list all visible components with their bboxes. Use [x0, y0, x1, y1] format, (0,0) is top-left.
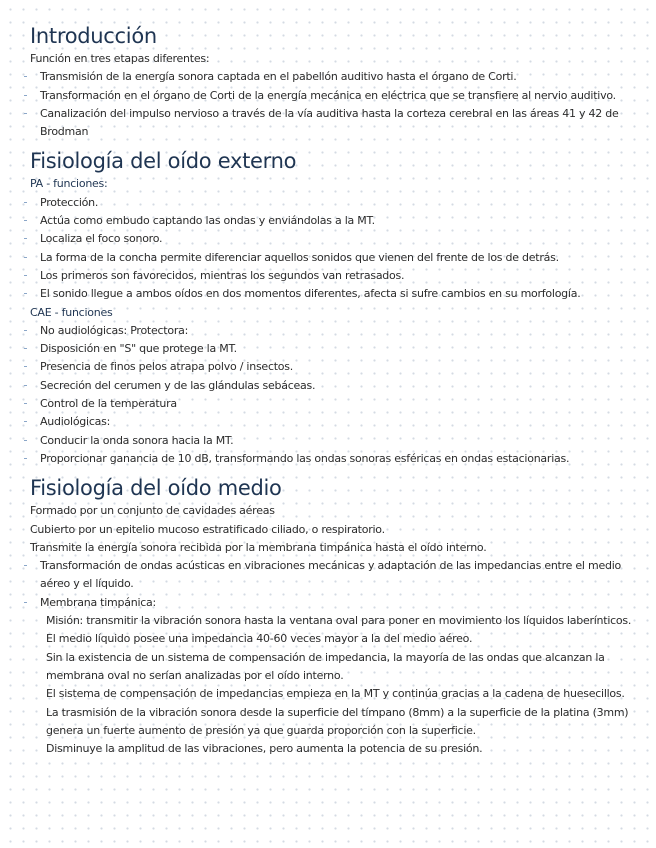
middle-line: Transmite la energía sonora recibida por la membrana timpánica hasta el oído interno. — [30, 540, 487, 554]
middle-sub-item: Membrana timpánica: — [30, 594, 638, 612]
section-title-introduccion: Introducción — [30, 24, 157, 48]
pa-item: La forma de la concha permite diferenciar aquellos sonidos que vienen del frente de los de detrás. — [30, 249, 638, 267]
pa-item: Actúa como embudo captando las ondas y enviándolas a la MT. — [30, 212, 638, 230]
cae-item: Proporcionar ganancia de 10 dB, transformando las ondas sonoras esféricas en ondas estacionarias. — [30, 450, 638, 468]
intro-item: Transformación en el órgano de Corti de la energía mecánica en eléctrica que se transfiere al nervio auditivo. — [30, 87, 638, 105]
cae-item: Disposición en "S" que protege la MT. — [30, 340, 638, 358]
pa-label: PA - funciones: — [30, 177, 108, 191]
cae-label: CAE - funciones — [30, 305, 113, 319]
cae-item: Audiológicas: — [30, 413, 638, 431]
middle-line: Cubierto por un epitelio mucoso estratificado ciliado, o respiratorio. — [30, 522, 385, 536]
cae-item: No audiológicas: Protectora: — [30, 322, 638, 340]
section-title-oido-externo: Fisiología del oído externo — [30, 149, 297, 174]
membrane-detail: Misión: transmitir la vibración sonora hasta la ventana oval para poner en movimiento los líquidos laberínticos. — [46, 614, 632, 628]
pa-item: Los primeros son favorecidos, mientras los segundos van retrasados. — [30, 267, 638, 285]
membrane-detail: El medio líquido posee una impedancia 40-60 veces mayor a la del medio aéreo. — [46, 632, 473, 646]
middle-line: Formado por un conjunto de cavidades aéreas — [30, 504, 275, 518]
pa-item: Localiza el foco sonoro. — [30, 230, 638, 248]
cae-item: Presencia de finos pelos atrapa polvo / insectos. — [30, 358, 638, 376]
middle-sub-item: Transformación de ondas acústicas en vibraciones mecánicas y adaptación de las impedancias entre el medio aéreo y el líquido. — [30, 557, 638, 594]
cae-item: Secreción del cerumen y de las glándulas sebáceas. — [30, 377, 638, 395]
pa-item: El sonido llegue a ambos oídos en dos momentos diferentes, afecta si sufre cambios en su morfología. — [30, 285, 638, 303]
membrane-detail: Sin la existencia de un sistema de compensación de impedancia, la mayoría de las ondas que alcanzan la membrana oval no serían analizadas por el oído interno. — [46, 650, 605, 682]
membrane-detail: El sistema de compensación de impedancias empieza en la MT y continúa gracias a la cadena de huesecillos. — [46, 687, 625, 701]
intro-item: Canalización del impulso nervioso a través de la vía auditiva hasta la corteza cerebral en las áreas 41 y 42 de Brodman — [30, 105, 638, 142]
membrane-detail: Disminuye la amplitud de las vibraciones, pero aumenta la potencia de su presión. — [46, 742, 483, 756]
membrane-detail: La trasmisión de la vibración sonora desde la superficie del tímpano (8mm) a la superficie de la platina (3mm) genera un fuerte aumento de presión ya que guarda proporción con la superficie. — [46, 705, 629, 737]
cae-item: Conducir la onda sonora hacia la MT. — [30, 432, 638, 450]
pa-item: Protección. — [30, 194, 638, 212]
intro-item: Transmisión de la energía sonora captada en el pabellón auditivo hasta el órgano de Corti. — [30, 68, 638, 86]
intro-lead: Función en tres etapas diferentes: — [30, 52, 210, 65]
section-title-oido-medio: Fisiología del oído medio — [30, 476, 282, 501]
cae-item: Control de la temperatura — [30, 395, 638, 413]
